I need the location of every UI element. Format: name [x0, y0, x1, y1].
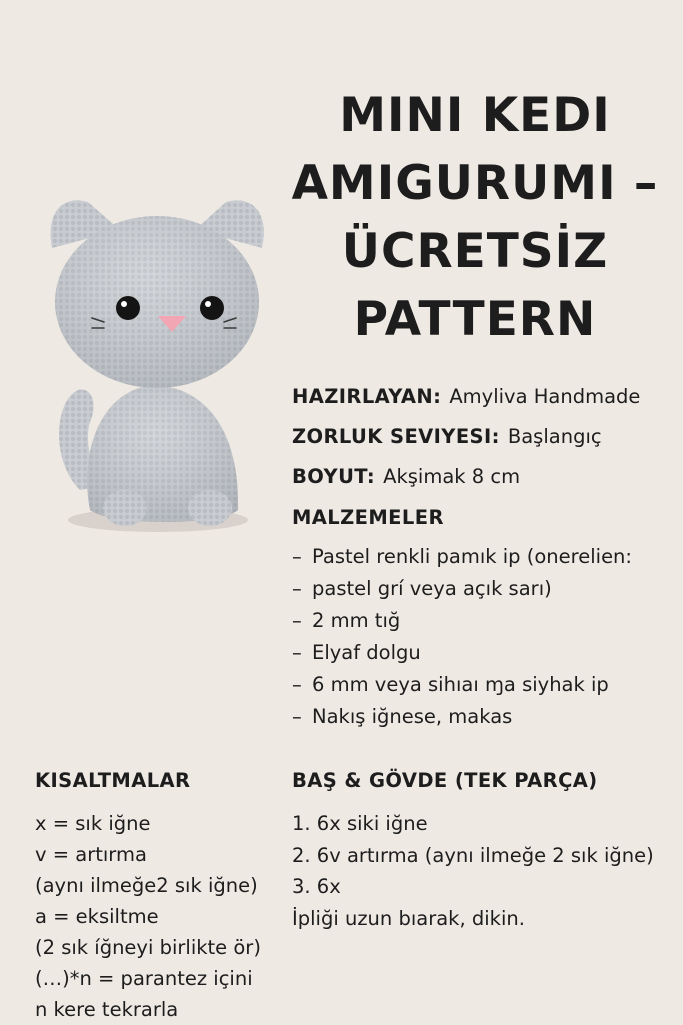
title-line: ÜCRETSİZ [341, 224, 609, 279]
pattern-step: 3. 6x [292, 875, 341, 898]
materials-item: – 6 mm veya sihıaı ɱa siyhak ip [292, 669, 677, 701]
size-label: BOYUT: [292, 465, 376, 488]
cat-left-eye-shine [121, 301, 127, 307]
materials-item-text: pastel grí veya açık sarı) [312, 577, 552, 600]
abbreviation-line: (aynı ilmeğe2 sık iğne) [35, 874, 258, 897]
title-line: AMIGURUMI – [291, 156, 659, 211]
pattern-step: 1. 6x siki iğne [292, 812, 428, 835]
title-line: MINI KEDI [339, 88, 611, 143]
title-line: PATTERN [353, 292, 597, 347]
pattern-steps-heading: BAŞ & GÖVDE (TEK PARÇA) [292, 769, 598, 792]
materials-item: – Pastel renkli pamık ip (onerelien: [292, 541, 677, 573]
materials-item-continued [292, 573, 677, 605]
materials-item: – Nakış iğnese, makas [292, 701, 677, 733]
abbreviation-line: (2 sık íğneyi birlikte ör) [35, 936, 261, 959]
difficulty-row [292, 421, 677, 461]
cat-left-eye [116, 296, 140, 320]
cat-head-shade [55, 216, 259, 388]
materials-list [292, 541, 677, 733]
size-row [292, 461, 677, 501]
abbreviations-section [35, 766, 280, 1025]
crochet-cat-photo [40, 190, 275, 540]
size-value: Akşimak 8 cm [383, 465, 521, 488]
author-row [292, 381, 677, 421]
author-label: HAZIRLAYAN: [292, 385, 442, 408]
abbreviations-heading: KISALTMALAR [35, 769, 191, 792]
page-title [285, 82, 665, 354]
abbreviation-line: x = sık iğne [35, 812, 151, 835]
materials-item: – 2 mm tığ [292, 605, 677, 637]
difficulty-label: ZORLUK SEVIYESI: [292, 425, 500, 448]
cat-right-eye [200, 296, 224, 320]
pattern-step: İpliği uzun bıarak, dikin. [292, 906, 525, 930]
abbreviation-line: a = eksiltme [35, 905, 159, 928]
cat-right-paw [188, 490, 232, 526]
cat-left-paw [103, 490, 147, 526]
difficulty-value: Başlangıç [507, 425, 602, 448]
author-value: Amyliva Handmade [449, 385, 641, 408]
pattern-steps-section [292, 766, 672, 934]
materials-item: – Elyaf dolgu [292, 637, 677, 669]
materials-heading: MALZEMELER [292, 506, 444, 529]
abbreviation-line: (…)*n = parantez içini [35, 967, 253, 990]
pattern-info [292, 381, 677, 733]
cat-right-eye-shine [205, 301, 211, 307]
pattern-step: 2. 6v artırma (aynı ilmeğe 2 sık iğne) [292, 843, 654, 867]
abbreviation-line: v = artırma [35, 843, 147, 866]
abbreviation-line: n kere tekrarla [35, 998, 179, 1021]
